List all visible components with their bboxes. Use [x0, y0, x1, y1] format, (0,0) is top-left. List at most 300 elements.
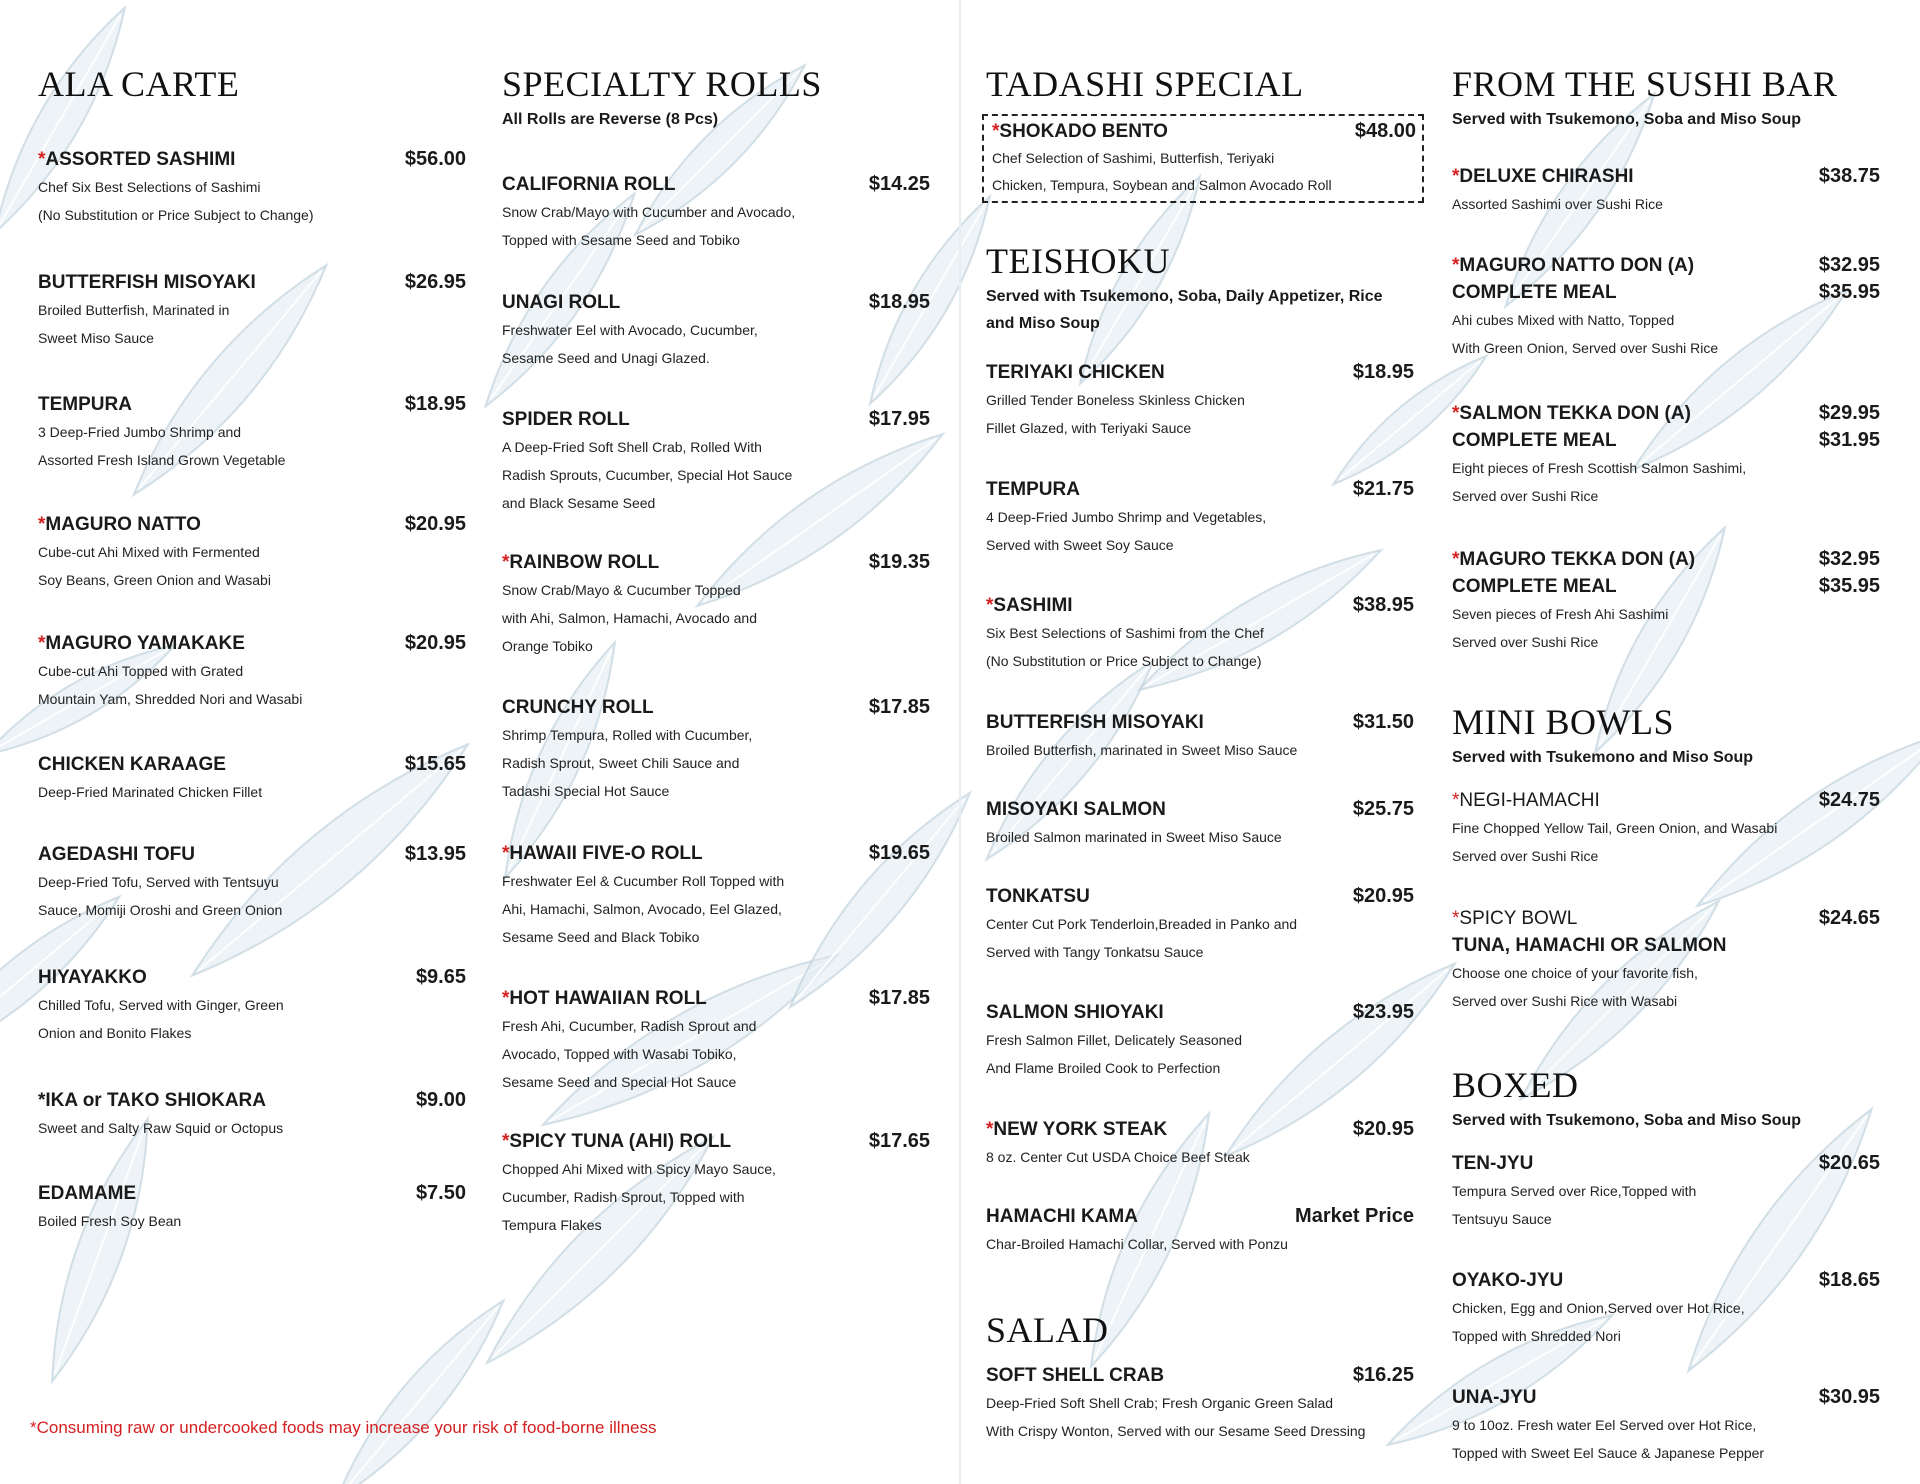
- menu-section: [1452, 700, 1880, 1015]
- item-description-line: Assorted Sashimi over Sushi Rice: [1452, 196, 1663, 212]
- menu-item: [986, 1362, 1414, 1445]
- item-row: [502, 840, 930, 867]
- item-price: $31.50: [1352, 711, 1414, 733]
- item-description-line: Shrimp Tempura, Rolled with Cucumber,: [502, 727, 753, 743]
- menu-item: [502, 840, 930, 951]
- section-title: TADASHI SPECIAL: [986, 64, 1304, 104]
- menu-item: [38, 841, 466, 924]
- section-title: ALA CARTE: [38, 64, 240, 104]
- item-row: [38, 146, 466, 173]
- item-row: [502, 171, 930, 198]
- item-description-line: Broiled Butterfish, Marinated in: [38, 302, 230, 318]
- menu-item: [986, 476, 1414, 559]
- item-name-text: CALIFORNIA ROLL: [502, 174, 676, 195]
- item-description-line: Cube-cut Ahi Topped with Grated: [38, 663, 244, 679]
- item-name-text: ASSORTED SASHIMI: [45, 149, 236, 170]
- item-price: $38.75: [1818, 165, 1880, 187]
- item-name-text: UNA-JYU: [1452, 1387, 1537, 1408]
- item-price: $20.95: [404, 513, 466, 535]
- item-name: [1452, 163, 1634, 190]
- item-price: Market Price: [1295, 1205, 1414, 1227]
- item-description-line: Freshwater Eel & Cucumber Roll Topped with: [502, 873, 785, 889]
- section-title: BOXED: [1452, 1065, 1579, 1105]
- item-price: $24.75: [1818, 789, 1880, 811]
- item-price: $32.95: [1818, 254, 1880, 276]
- item-description-line: Deep-Fried Marinated Chicken Fillet: [38, 784, 263, 800]
- item-description-line: Assorted Fresh Island Grown Vegetable: [38, 452, 286, 468]
- item-name-text: SALMON SHIOYAKI: [986, 1002, 1164, 1023]
- item-price: $32.95: [1818, 548, 1880, 570]
- item-row: [986, 1203, 1414, 1230]
- item-name-secondary: COMPLETE MEAL: [1452, 430, 1617, 451]
- item-price-secondary: $35.95: [1818, 575, 1880, 597]
- item-name-text: AGEDASHI TOFU: [38, 844, 195, 865]
- item-price: $29.95: [1818, 402, 1880, 424]
- item-name: [38, 391, 132, 418]
- item-description-line: Radish Sprout, Sweet Chili Sauce and: [502, 755, 740, 771]
- item-name-text: CRUNCHY ROLL: [502, 697, 654, 718]
- item-price: $9.00: [415, 1089, 466, 1111]
- asterisk-mark: *: [986, 1119, 994, 1140]
- item-name: [1452, 1267, 1563, 1294]
- item-name: [502, 406, 630, 433]
- item-description-line: Soy Beans, Green Onion and Wasabi: [38, 572, 271, 588]
- item-description-line: Tempura Flakes: [502, 1217, 602, 1233]
- menu-column-2: [502, 62, 930, 1239]
- item-description-line: and Black Sesame Seed: [502, 495, 656, 511]
- item-description-line: 4 Deep-Fried Jumbo Shrimp and Vegetables,: [986, 509, 1267, 525]
- item-description-line: Tempura Served over Rice,Topped with: [1452, 1183, 1697, 1199]
- item-description-line: Topped with Sesame Seed and Tobiko: [502, 232, 740, 248]
- item-row: [986, 796, 1414, 823]
- item-name: [38, 269, 256, 296]
- item-row: [986, 359, 1414, 386]
- item-name: [986, 709, 1204, 736]
- item-row: [986, 476, 1414, 503]
- item-name-text: HAMACHI KAMA: [986, 1206, 1138, 1227]
- item-name: [38, 511, 201, 538]
- section-subtitle: Served with Tsukemono and Miso Soup: [1452, 749, 1754, 766]
- menu-item: [502, 549, 930, 660]
- item-row: [1452, 400, 1880, 427]
- item-row: [986, 1116, 1414, 1143]
- section-title: FROM THE SUSHI BAR: [1452, 64, 1838, 104]
- asterisk-mark: *: [38, 633, 46, 654]
- menu-item: [38, 751, 466, 806]
- menu-item: [986, 1116, 1414, 1171]
- item-description-line: with Ahi, Salmon, Hamachi, Avocado and: [502, 610, 758, 626]
- item-price: $21.75: [1352, 478, 1414, 500]
- section-subtitle: Served with Tsukemono, Soba and Miso Soup: [1452, 111, 1802, 128]
- item-price: $20.95: [404, 632, 466, 654]
- item-name-text: NEGI-HAMACHI: [1459, 790, 1600, 811]
- item-row-secondary: [1452, 932, 1880, 959]
- item-row: [38, 511, 466, 538]
- item-description-line: Topped with Sweet Eel Sauce & Japanese Pepper: [1452, 1445, 1765, 1461]
- menu-section: [1452, 1063, 1880, 1467]
- item-row: [38, 269, 466, 296]
- item-name: [986, 999, 1164, 1026]
- item-row: [1452, 546, 1880, 573]
- item-name: [986, 1362, 1164, 1389]
- item-name-text: SASHIMI: [993, 595, 1073, 616]
- menu-item: [502, 289, 930, 372]
- item-description-line: Center Cut Pork Tenderloin,Breaded in Panko and: [986, 916, 1298, 932]
- item-row: [502, 406, 930, 433]
- item-description-line: Cube-cut Ahi Mixed with Fermented: [38, 544, 260, 560]
- asterisk-mark: *: [502, 1131, 510, 1152]
- item-row: [502, 1128, 930, 1155]
- menu-column-1: [38, 62, 466, 1235]
- item-name-text: HIYAYAKKO: [38, 967, 147, 988]
- item-name: [38, 964, 147, 991]
- item-price: $19.65: [868, 842, 930, 864]
- item-name: [1452, 905, 1577, 932]
- item-name-text: BUTTERFISH MISOYAKI: [38, 272, 256, 293]
- item-price-secondary: $31.95: [1818, 429, 1880, 451]
- item-description-line: Served over Sushi Rice with Wasabi: [1452, 993, 1678, 1009]
- menu-item: [38, 630, 466, 713]
- item-name: [1452, 1150, 1533, 1177]
- menu-item: [502, 171, 930, 254]
- item-price-secondary: $35.95: [1818, 281, 1880, 303]
- asterisk-mark: *: [1452, 549, 1460, 570]
- item-description-line: 8 oz. Center Cut USDA Choice Beef Steak: [986, 1149, 1250, 1165]
- menu-item: [986, 359, 1414, 442]
- section-subtitle: All Rolls are Reverse (8 Pcs): [502, 111, 719, 128]
- item-price: $17.65: [868, 1130, 930, 1152]
- item-name-text: NEW YORK STEAK: [993, 1119, 1168, 1140]
- item-row: [1452, 163, 1880, 190]
- item-name: [502, 289, 620, 316]
- asterisk-mark: *: [502, 843, 510, 864]
- item-name-text: HOT HAWAIIAN ROLL: [509, 988, 707, 1009]
- item-name-secondary: TUNA, HAMACHI OR SALMON: [1452, 935, 1727, 956]
- item-description-line: Sesame Seed and Unagi Glazed.: [502, 350, 710, 366]
- item-description-line: Boiled Fresh Soy Bean: [38, 1213, 182, 1229]
- item-row-secondary: [1452, 279, 1880, 306]
- item-description-line: Fresh Ahi, Cucumber, Radish Sprout and: [502, 1018, 757, 1034]
- item-name: [986, 883, 1090, 910]
- item-row: [502, 549, 930, 576]
- item-description-line: Snow Crab/Mayo & Cucumber Topped: [502, 582, 741, 598]
- item-price: $19.35: [868, 551, 930, 573]
- menu-item: [502, 694, 930, 805]
- item-description-line: Fresh Salmon Fillet, Delicately Seasoned: [986, 1032, 1243, 1048]
- item-name-text: TEN-JYU: [1452, 1153, 1534, 1174]
- item-name: [502, 694, 654, 721]
- menu-section: [986, 239, 1414, 1258]
- item-name: [986, 359, 1165, 386]
- item-description-line: Eight pieces of Fresh Scottish Salmon Sashimi,: [1452, 460, 1747, 476]
- item-description-line: Served over Sushi Rice: [1452, 848, 1599, 864]
- item-name: [502, 1128, 731, 1155]
- asterisk-mark: *: [992, 121, 1000, 142]
- item-name: [986, 796, 1166, 823]
- menu-item: [986, 796, 1414, 851]
- item-name-text: DELUXE CHIRASHI: [1459, 166, 1634, 187]
- item-description-line: Sweet and Salty Raw Squid or Octopus: [38, 1120, 284, 1136]
- item-price: $24.65: [1818, 907, 1880, 929]
- item-description-line: With Green Onion, Served over Sushi Rice: [1452, 340, 1719, 356]
- asterisk-mark: *: [1452, 255, 1460, 276]
- special-box: [982, 114, 1424, 203]
- menu-section: [1452, 62, 1880, 656]
- item-price: $20.95: [1352, 885, 1414, 907]
- item-name: [1452, 1384, 1536, 1411]
- item-row: [1452, 1267, 1880, 1294]
- item-row: [502, 985, 930, 1012]
- item-name-text: MAGURO YAMAKAKE: [45, 633, 245, 654]
- item-row: [502, 694, 930, 721]
- item-name-text: HAWAII FIVE-O ROLL: [509, 843, 703, 864]
- item-description-line: And Flame Broiled Cook to Perfection: [986, 1060, 1221, 1076]
- item-description-line: Deep-Fried Soft Shell Crab; Fresh Organic Green Salad: [986, 1395, 1334, 1411]
- item-name-text: *IKA or TAKO SHIOKARA: [38, 1090, 266, 1111]
- item-price: $9.65: [415, 966, 466, 988]
- item-description-line: Chopped Ahi Mixed with Spicy Mayo Sauce,: [502, 1161, 776, 1177]
- item-row-secondary: [1452, 573, 1880, 600]
- item-description-line: Mountain Yam, Shredded Nori and Wasabi: [38, 691, 303, 707]
- menu-item: [986, 592, 1414, 675]
- menu-item: [1452, 905, 1880, 1015]
- item-price: $17.85: [868, 696, 930, 718]
- item-price: $13.95: [404, 843, 466, 865]
- item-row: [38, 751, 466, 778]
- item-description-line: Grilled Tender Boneless Skinless Chicken: [986, 392, 1245, 408]
- item-name-text: OYAKO-JYU: [1452, 1270, 1564, 1291]
- section-subtitle: Served with Tsukemono, Soba, Daily Appetizer, Rice and Miso Soup: [986, 288, 1383, 332]
- menu-item: [38, 1180, 466, 1235]
- item-description-line: Choose one choice of your favorite fish,: [1452, 965, 1698, 981]
- menu-item: [1452, 400, 1880, 510]
- item-price: $16.25: [1352, 1364, 1414, 1386]
- item-name: [986, 476, 1080, 503]
- section-title: MINI BOWLS: [1452, 702, 1674, 742]
- item-name-text: TONKATSU: [986, 886, 1090, 907]
- item-name-text: SOFT SHELL CRAB: [986, 1365, 1165, 1386]
- menu-item: [992, 118, 1416, 199]
- asterisk-mark: *: [1452, 403, 1460, 424]
- asterisk-mark: *: [986, 595, 994, 616]
- item-description-line: Broiled Butterfish, marinated in Sweet Miso Sauce: [986, 742, 1298, 758]
- item-description-line: Served with Sweet Soy Sauce: [986, 537, 1174, 553]
- item-description-line: Chilled Tofu, Served with Ginger, Green: [38, 997, 284, 1013]
- item-row: [1452, 905, 1880, 932]
- item-row: [1452, 1150, 1880, 1177]
- menu-item: [1452, 1150, 1880, 1233]
- menu-item: [38, 146, 466, 229]
- item-name: [986, 592, 1073, 619]
- item-description-line: Sauce, Momiji Oroshi and Green Onion: [38, 902, 283, 918]
- item-row-secondary: [1452, 427, 1880, 454]
- asterisk-mark: *: [502, 552, 510, 573]
- menu-item: [1452, 1384, 1880, 1467]
- item-name-text: CHICKEN KARAAGE: [38, 754, 226, 775]
- item-description-line: Chef Selection of Sashimi, Butterfish, Teriyaki: [992, 150, 1275, 166]
- item-name-text: EDAMAME: [38, 1183, 137, 1204]
- asterisk-mark: *: [38, 514, 46, 535]
- item-name: [38, 751, 226, 778]
- item-description-line: Served over Sushi Rice: [1452, 634, 1599, 650]
- item-description-line: Chicken, Tempura, Soybean and Salmon Avocado Roll: [992, 177, 1332, 193]
- menu-item: [1452, 163, 1880, 218]
- item-description-line: Served with Tangy Tonkatsu Sauce: [986, 944, 1204, 960]
- item-name: [38, 841, 195, 868]
- menu-item: [38, 1087, 466, 1142]
- menu-section: [502, 62, 930, 1239]
- item-price: $25.75: [1352, 798, 1414, 820]
- item-description-line: Radish Sprouts, Cucumber, Special Hot Sauce: [502, 467, 793, 483]
- item-name: [502, 171, 675, 198]
- menu-item: [38, 964, 466, 1047]
- item-name: [502, 985, 707, 1012]
- item-name: [38, 630, 245, 657]
- asterisk-mark: *: [1452, 908, 1460, 929]
- item-description-line: A Deep-Fried Soft Shell Crab, Rolled With: [502, 439, 762, 455]
- item-row: [986, 592, 1414, 619]
- item-description-line: Ahi cubes Mixed with Natto, Topped: [1452, 312, 1675, 328]
- item-description-line: Fillet Glazed, with Teriyaki Sauce: [986, 420, 1192, 436]
- item-name: [1452, 787, 1600, 814]
- item-row: [38, 964, 466, 991]
- item-row: [38, 391, 466, 418]
- menu-item: [1452, 1267, 1880, 1350]
- item-name: [986, 1203, 1138, 1230]
- item-row: [986, 709, 1414, 736]
- item-name-text: MISOYAKI SALMON: [986, 799, 1166, 820]
- item-description-line: Chicken, Egg and Onion,Served over Hot Rice,: [1452, 1300, 1745, 1316]
- item-description-line: Snow Crab/Mayo with Cucumber and Avocado,: [502, 204, 796, 220]
- item-row: [502, 289, 930, 316]
- item-description-line: With Crispy Wonton, Served with our Sesame Seed Dressing: [986, 1423, 1366, 1439]
- item-name-text: TEMPURA: [38, 394, 132, 415]
- item-price: $7.50: [415, 1182, 466, 1204]
- section-title: SPECIALTY ROLLS: [502, 64, 822, 104]
- item-description-line: Freshwater Eel with Avocado, Cucumber,: [502, 322, 758, 338]
- item-name-text: TEMPURA: [986, 479, 1080, 500]
- item-row: [1452, 787, 1880, 814]
- item-description-line: Orange Tobiko: [502, 638, 593, 654]
- item-name: [502, 549, 659, 576]
- item-description-line: Deep-Fried Tofu, Served with Tentsuyu: [38, 874, 279, 890]
- asterisk-mark: *: [1452, 790, 1460, 811]
- menu-item: [986, 883, 1414, 966]
- item-row: [38, 630, 466, 657]
- menu-item: [502, 406, 930, 517]
- item-price: $48.00: [1354, 120, 1416, 142]
- menu-item: [986, 999, 1414, 1082]
- item-description-line: Chef Six Best Selections of Sashimi: [38, 179, 261, 195]
- item-price: $20.95: [1352, 1118, 1414, 1140]
- item-name: [38, 1180, 136, 1207]
- item-price: $56.00: [404, 148, 466, 170]
- item-name: [1452, 400, 1691, 427]
- item-name-text: SHOKADO BENTO: [999, 121, 1168, 142]
- item-description-line: (No Substitution or Price Subject to Change): [38, 207, 314, 223]
- item-price: $20.65: [1818, 1152, 1880, 1174]
- item-price: $38.95: [1352, 594, 1414, 616]
- menu-item: [38, 269, 466, 352]
- item-row: [986, 883, 1414, 910]
- menu-item: [38, 391, 466, 474]
- item-name-text: MAGURO NATTO DON (A): [1459, 255, 1695, 276]
- item-name: [502, 840, 703, 867]
- item-row: [986, 1362, 1414, 1389]
- item-name-secondary: COMPLETE MEAL: [1452, 576, 1617, 597]
- item-name-text: MAGURO TEKKA DON (A): [1459, 549, 1696, 570]
- menu-item: [1452, 787, 1880, 870]
- item-description-line: Onion and Bonito Flakes: [38, 1025, 192, 1041]
- menu-item: [38, 511, 466, 594]
- menu-item: [986, 1203, 1414, 1258]
- item-name-secondary: COMPLETE MEAL: [1452, 282, 1617, 303]
- asterisk-mark: *: [502, 988, 510, 1009]
- item-price: $18.95: [404, 393, 466, 415]
- item-description-line: Sweet Miso Sauce: [38, 330, 154, 346]
- item-description-line: (No Substitution or Price Subject to Change): [986, 653, 1262, 669]
- item-name-text: BUTTERFISH MISOYAKI: [986, 712, 1204, 733]
- item-price: $18.65: [1818, 1269, 1880, 1291]
- item-name: [38, 146, 235, 173]
- item-name: [1452, 546, 1695, 573]
- menu-column-4: [1452, 62, 1880, 1467]
- menu-item: [1452, 546, 1880, 656]
- menu-section: [38, 62, 466, 1235]
- item-description-line: Char-Broiled Hamachi Collar, Served with Ponzu: [986, 1236, 1288, 1252]
- asterisk-mark: *: [38, 149, 46, 170]
- item-description-line: Ahi, Hamachi, Salmon, Avocado, Eel Glazed,: [502, 901, 782, 917]
- menu-section: [986, 1308, 1414, 1445]
- item-description-line: Avocado, Topped with Wasabi Tobiko,: [502, 1046, 737, 1062]
- item-description-line: Fine Chopped Yellow Tail, Green Onion, and Wasabi: [1452, 820, 1778, 836]
- item-row: [986, 999, 1414, 1026]
- menu-item: [1452, 252, 1880, 362]
- item-row: [38, 1087, 466, 1114]
- item-price: $14.25: [868, 173, 930, 195]
- item-name: [1452, 252, 1694, 279]
- item-name-text: SPICY BOWL: [1459, 908, 1578, 929]
- section-title: TEISHOKU: [986, 241, 1170, 281]
- section-subtitle: Served with Tsukemono, Soba and Miso Soup: [1452, 1112, 1802, 1129]
- raw-food-disclaimer: *Consuming raw or undercooked foods may increase your risk of food-borne illness: [30, 1418, 657, 1437]
- item-description-line: Sesame Seed and Special Hot Sauce: [502, 1074, 737, 1090]
- item-price: $18.95: [1352, 361, 1414, 383]
- item-price: $15.65: [404, 753, 466, 775]
- item-description-line: Six Best Selections of Sashimi from the Chef: [986, 625, 1264, 641]
- item-price: $26.95: [404, 271, 466, 293]
- item-description-line: Served over Sushi Rice: [1452, 488, 1599, 504]
- menu-item: [502, 1128, 930, 1239]
- item-description-line: Tadashi Special Hot Sauce: [502, 783, 670, 799]
- item-name-text: SALMON TEKKA DON (A): [1459, 403, 1691, 424]
- item-name: [38, 1087, 266, 1114]
- section-title: SALAD: [986, 1310, 1109, 1350]
- item-row: [38, 841, 466, 868]
- item-description-line: Sesame Seed and Black Tobiko: [502, 929, 700, 945]
- item-name-text: MAGURO NATTO: [45, 514, 201, 535]
- item-price: $18.95: [868, 291, 930, 313]
- item-name-text: TERIYAKI CHICKEN: [986, 362, 1165, 383]
- asterisk-mark: *: [1452, 166, 1460, 187]
- item-name-text: UNAGI ROLL: [502, 292, 621, 313]
- item-description-line: Cucumber, Radish Sprout, Topped with: [502, 1189, 745, 1205]
- item-name: [992, 118, 1168, 145]
- item-description-line: 9 to 10oz. Fresh water Eel Served over Hot Rice,: [1452, 1417, 1757, 1433]
- menu-column-3: [986, 62, 1414, 1445]
- item-description-line: Topped with Shredded Nori: [1452, 1328, 1621, 1344]
- item-description-line: Broiled Salmon marinated in Sweet Miso Sauce: [986, 829, 1282, 845]
